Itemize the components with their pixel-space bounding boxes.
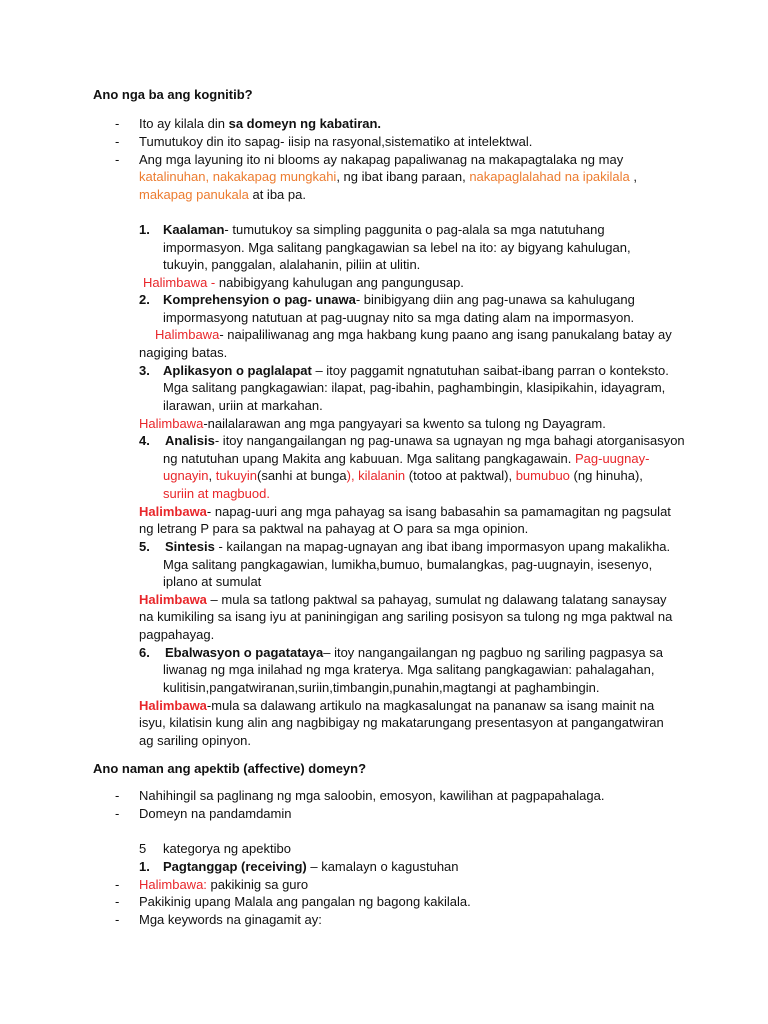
bullet-dash: -: [115, 116, 120, 131]
item-number: 3.: [139, 363, 150, 378]
bullet-dash: -: [115, 912, 120, 927]
example-6-line-3: ag sariling opinyon.: [139, 733, 252, 748]
category-number: 5: [139, 841, 147, 856]
bullet-dash: -: [115, 877, 120, 892]
cognitive-bullet-3-line-3: makapag panukala at iba pa.: [139, 187, 306, 202]
item-number: 6.: [139, 645, 150, 660]
bullet-dash: -: [115, 152, 120, 167]
item-sintesis: Sintesis - kailangan na mapag-ugnayan ang ibat ibang impormasyon upang makalikha.: [165, 539, 671, 554]
item-pagtanggap: Pagtanggap (receiving) – kamalayn o kagustuhan: [163, 859, 459, 874]
item-ebalwasyon-line-2: liwanag ng mga inilahad ng mga kraterya. Mga salitang pangkagawian: pahalagahan,: [163, 662, 655, 677]
affective-bullet-4: Pakikinig upang Malala ang pangalan ng bagong kakilala.: [139, 894, 471, 909]
example-6-line-2: isyu, kilatisin kung alin ang nagbibigay ng makatarungang presentasyon at pangangatwiran: [139, 715, 664, 730]
category-text: kategorya ng apektibo: [163, 841, 291, 856]
example-5: Halimbawa – mula sa tatlong paktwal sa pahayag, sumulat ng dalawang talatang sanaysay: [139, 592, 667, 607]
example-2-line-2: nagiging batas.: [139, 345, 228, 360]
example-5-line-2: na kumikiling sa isang iyu at paniningigan ang sariling posisyon sa tulong ng mga paktwal na: [139, 609, 673, 624]
item-aplikasyon: Aplikasyon o paglalapat – itoy paggamit ngnatutuhan saibat-ibang parran o konteksto.: [163, 363, 669, 378]
item-kaalaman-line-2: impormasyon. Mga salitang pangkagawian sa lebel na ito: ay bigyang kahulugan,: [163, 240, 631, 255]
cognitive-bullet-3-line-2: katalinuhan, nakakapag mungkahi, ng ibat ibang paraan, nakapaglalahad na ipakilala ,: [139, 169, 638, 184]
example-4: Halimbawa- napag-uuri ang mga pahayag sa isang babasahin sa pamamagitan ng pagsulat: [139, 504, 671, 519]
item-analisis: Analisis- itoy nangangailangan ng pag-unawa sa ugnayan ng mga bahagi atorganisasyon: [165, 433, 685, 448]
cognitive-heading: Ano nga ba ang kognitib?: [93, 87, 253, 102]
item-kaalaman: Kaalaman- tumutukoy sa simpling paggunita o pag-alala sa mga natutuhang: [163, 222, 605, 237]
item-ebalwasyon-line-3: kulitisin,pangatwiranan,suriin,timbangin,punahin,magtangi at paghambingin.: [163, 680, 600, 695]
example-1: Halimbawa - nabibigyang kahulugan ang pangungusap.: [143, 275, 464, 290]
item-sintesis-line-2: Mga salitang pangkagawian, lumikha,bumuo, bumalangkas, pag-uugnayin, isesenyo,: [163, 557, 653, 572]
item-analisis-line-4: suriin at magbuod.: [163, 486, 270, 501]
example-5-line-3: pagpahayag.: [139, 627, 215, 642]
item-number: 2.: [139, 292, 150, 307]
bullet-dash: -: [115, 806, 120, 821]
item-ebalwasyon: Ebalwasyon o pagatataya– itoy nangangailangan ng pagbuo ng sariling pagpasya sa: [165, 645, 663, 660]
item-number: 4.: [139, 433, 150, 448]
item-number: 1.: [139, 859, 150, 874]
affective-bullet-1: Nahihingil sa paglinang ng mga saloobin, emosyon, kawilihan at pagpapahalaga.: [139, 788, 605, 803]
item-komprehensyon-line-2: impormasyong natutuan at pag-uugnay nito sa mga dating alam na impormasyon.: [163, 310, 635, 325]
item-analisis-line-3: ugnayin, tukuyin(sanhi at bunga), kilalanin (totoo at paktwal), bumubuo (ng hinuha),: [163, 468, 643, 483]
item-aplikasyon-line-3: ilarawan, uriin at markahan.: [163, 398, 323, 413]
bullet-dash: -: [115, 134, 120, 149]
item-komprehensyon: Komprehensyion o pag- unawa- binibigyang diin ang pag-unawa sa kahulugang: [163, 292, 635, 307]
item-kaalaman-line-3: tukuyin, panggalan, alalahanin, piliin at ulitin.: [163, 257, 421, 272]
affective-bullet-5: Mga keywords na ginagamit ay:: [139, 912, 322, 927]
item-number: 5.: [139, 539, 150, 554]
affective-bullet-2: Domeyn na pandamdamin: [139, 806, 292, 821]
cognitive-bullet-1: Ito ay kilala din sa domeyn ng kabatiran.: [139, 116, 382, 131]
item-sintesis-line-3: iplano at sumulat: [163, 574, 262, 589]
example-6: Halimbawa-mula sa dalawang artikulo na magkasalungat na pananaw sa isang mainit na: [139, 698, 655, 713]
affective-bullet-3: Halimbawa: pakikinig sa guro: [139, 877, 309, 892]
item-analisis-line-2: ng natutuhan upang Makita ang kabuuan. Mga salitang pangkagawain. Pag-uugnay-: [163, 451, 650, 466]
example-2: Halimbawa- naipaliliwanag ang mga hakbang kung paano ang isang panukalang batay ay: [155, 327, 672, 342]
item-aplikasyon-line-2: Mga salitang pangkagawian: ilapat, pag-ibahin, paghambingin, klasipikahin, idayagram,: [163, 380, 666, 395]
item-number: 1.: [139, 222, 150, 237]
cognitive-bullet-3-line-1: Ang mga layuning ito ni blooms ay nakapag papaliwanag na makapagtalaka ng may: [139, 152, 624, 167]
bullet-dash: -: [115, 894, 120, 909]
bullet-dash: -: [115, 788, 120, 803]
affective-heading: Ano naman ang apektib (affective) domeyn?: [93, 761, 367, 776]
example-4-line-2: ng letrang P para sa paktwal na pahayag at O para sa mga opinion.: [139, 521, 529, 536]
cognitive-bullet-2: Tumutukoy din ito sapag- iisip na rasyonal,sistematiko at intelektwal.: [139, 134, 533, 149]
example-3: Halimbawa-nailalarawan ang mga pangyayari sa kwento sa tulong ng Dayagram.: [139, 416, 606, 431]
